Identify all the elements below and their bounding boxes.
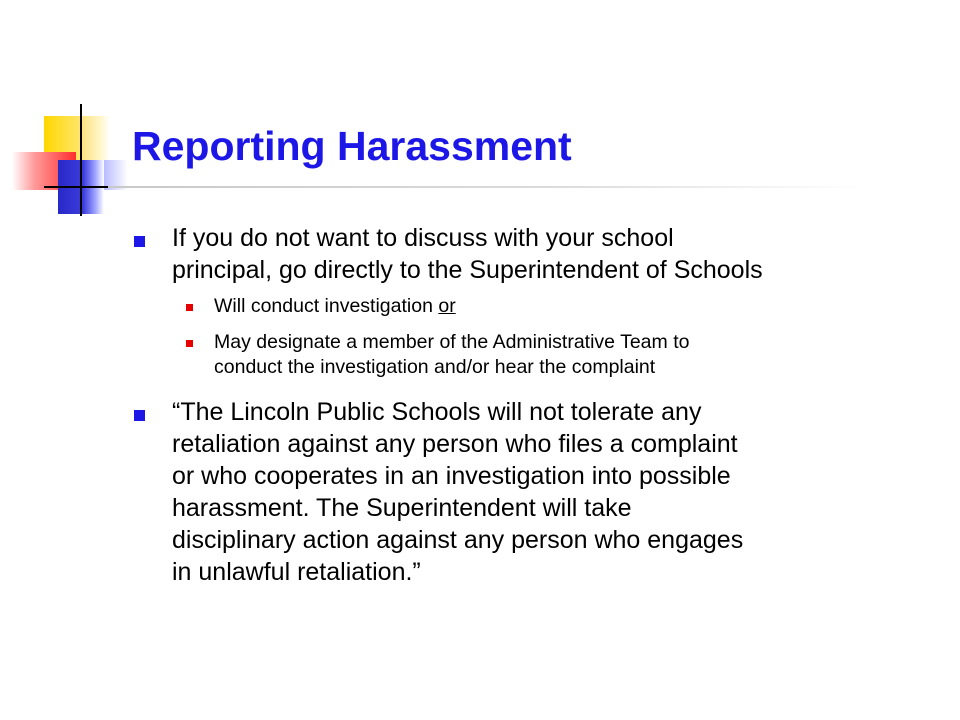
bullet-line: principal, go directly to the Superintendent of Schools [172,256,763,284]
underlined-word: or [438,295,456,317]
bullet-line: If you do not want to discuss with your school [172,224,674,252]
sub-bullet-text [214,294,894,319]
sub-bullet-marker [186,340,193,347]
slide-title: Reporting Harassment [132,123,572,169]
sub-bullet-marker [186,304,193,311]
bullet-line: disciplinary action against any person who engages [172,526,744,554]
bullet-line: retaliation against any person who files a complaint [172,430,738,458]
bullet-marker [134,236,145,247]
bullet-text [172,222,932,286]
bullet-line: “The Lincoln Public Schools will not tolerate any [172,398,702,426]
sub-bullet-text [214,330,894,380]
bullet-line: or who cooperates in an investigation into possible [172,462,731,490]
sub-bullet-line: conduct the investigation and/or hear the complaint [214,356,656,378]
bullet-line: in unlawful retaliation.” [172,558,421,586]
bullet-marker [134,410,145,421]
sub-bullet-line: Will conduct investigation [214,295,439,317]
sub-bullet-line: May designate a member of the Administrative Team to [214,331,690,353]
bullet-line: harassment. The Superintendent will take [172,494,632,522]
bullet-text [172,396,932,588]
